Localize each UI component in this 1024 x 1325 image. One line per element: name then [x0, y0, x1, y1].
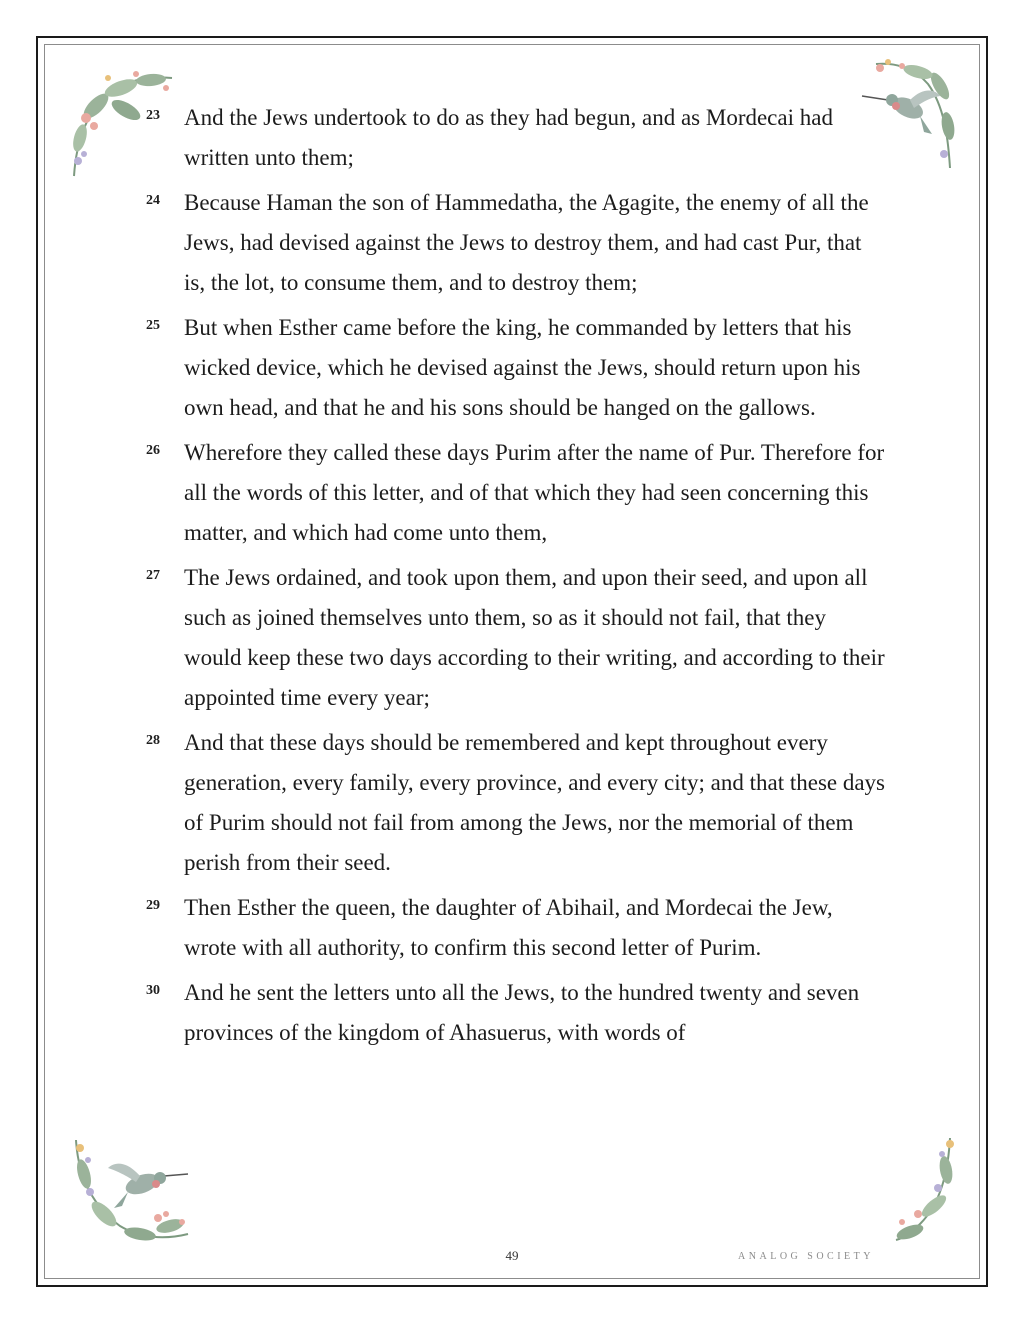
verse-number: 27	[146, 568, 160, 583]
verse-text: Wherefore they called these days Purim after the name of Pur. Therefore for all the words of this letter, and of that which they had seen concerning this matter, and which had come unto them,	[184, 440, 885, 545]
brand-footer: ANALOG SOCIETY	[738, 1251, 874, 1262]
verse-text: And that these days should be remembered and kept throughout every generation, every family, every province, and every city; and that these days of Purim should not fail from among the Jews, nor the memorial of them perish from their seed.	[184, 730, 886, 875]
hummingbird-floral-bottom-left-icon	[70, 1134, 196, 1244]
verse-28	[146, 723, 886, 883]
verse-list	[146, 98, 886, 1058]
verse-text: But when Esther came before the king, he commanded by letters that his wicked device, which he devised against the Jews, should return upon his own head, and that he and his sons should be hanged on the gallows.	[184, 315, 861, 420]
verse-23	[146, 98, 886, 178]
verse-number: 28	[146, 733, 160, 748]
verse-29	[146, 888, 886, 968]
verse-30	[146, 973, 886, 1053]
floral-corner-bottom-right-icon	[890, 1134, 962, 1244]
verse-text: Because Haman the son of Hammedatha, the Agagite, the enemy of all the Jews, had devised against the Jews to destroy them, and had cast Pur, that is, the lot, to consume them, and to destroy them;	[184, 190, 869, 295]
verse-26	[146, 433, 886, 553]
verse-number: 26	[146, 443, 160, 458]
verse-24	[146, 183, 886, 303]
verse-text: And the Jews undertook to do as they had begun, and as Mordecai had written unto them;	[184, 105, 833, 170]
page-number: 49	[505, 1248, 519, 1263]
verse-number: 25	[146, 318, 160, 333]
verse-number: 23	[146, 108, 160, 123]
verse-number: 24	[146, 193, 160, 208]
verse-number: 29	[146, 898, 160, 913]
verse-text: The Jews ordained, and took upon them, and upon their seed, and upon all such as joined themselves unto them, so as it should not fail, that they would keep these two days according to their writing, and according to their appointed time every year;	[184, 565, 885, 710]
verse-27	[146, 558, 886, 718]
verse-number: 30	[146, 983, 160, 998]
verse-text: Then Esther the queen, the daughter of Abihail, and Mordecai the Jew, wrote with all authority, to confirm this second letter of Purim.	[184, 895, 833, 960]
verse-text: And he sent the letters unto all the Jews, to the hundred twenty and seven provinces of the kingdom of Ahasuerus, with words of	[184, 980, 860, 1045]
verse-25	[146, 308, 886, 428]
